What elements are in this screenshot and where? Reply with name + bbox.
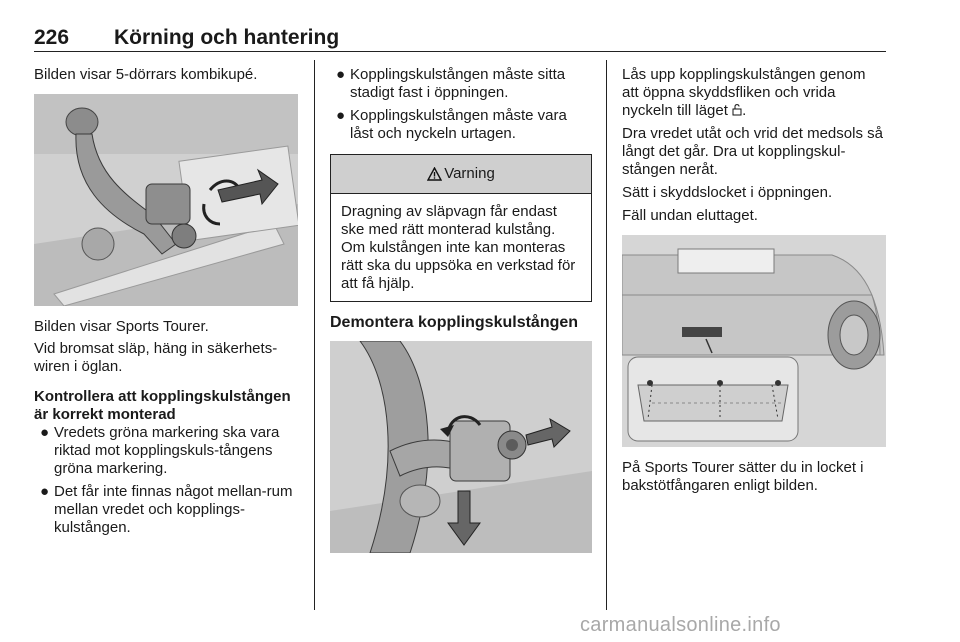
column-divider-1	[314, 60, 315, 610]
column-1	[34, 66, 302, 537]
towbar-illustration	[34, 94, 298, 306]
check-list	[34, 424, 302, 537]
list-item	[330, 107, 592, 143]
towbar-figure-5door	[34, 94, 298, 306]
page-number: 226	[34, 26, 70, 49]
socket-text: Fäll undan eluttaget.	[622, 207, 758, 224]
bullet-icon: ●	[336, 66, 346, 83]
list-item-text: Det får inte finnas något mellan-rum mellan vredet och kopplings-kulstången.	[54, 483, 293, 536]
bullet-icon: ●	[40, 424, 50, 441]
section-title: Demontera kopplingskulstången	[330, 314, 579, 331]
warning-header	[331, 155, 591, 194]
warning-triangle-icon	[427, 167, 442, 181]
header-rule	[34, 51, 886, 52]
warning-box	[330, 154, 592, 302]
list-item-text: Kopplingskulstången måste vara låst och nyckeln urtagen.	[350, 107, 567, 142]
safety-wire-text: Vid bromsat släp, häng in säkerhets-wiren i öglan.	[34, 340, 278, 375]
list-item-text: Kopplingskulstången måste sitta stadigt fast i öppningen.	[350, 66, 566, 101]
bullet-icon: ●	[336, 107, 346, 124]
bumper-cover-illustration	[622, 235, 886, 447]
list-item	[34, 424, 302, 478]
unlock-text-body: Lås upp kopplingskulstången genom att öppna skyddsfliken och vrida nyckeln till läget	[622, 66, 866, 119]
column-divider-2	[606, 60, 607, 610]
figure-caption-5door: Bilden visar 5-dörrars kombikupé.	[34, 66, 258, 83]
list-item	[34, 483, 302, 537]
towbar-removal-figure	[330, 341, 592, 553]
warning-title: Varning	[444, 165, 495, 182]
unlock-icon	[732, 103, 742, 116]
bumper-cover-figure	[622, 235, 886, 447]
list-item	[330, 66, 592, 102]
page-title: Körning och hantering	[114, 26, 340, 49]
sports-tourer-cover-text: På Sports Tourer sätter du in locket i bakstötfångaren enligt bilden.	[622, 459, 864, 494]
watermark: carmanualsonline.info	[580, 614, 781, 636]
warning-body: Dragning av släpvagn får endast ske med rätt monterad kulstång. Om kulstången inte kan monteras rätt ska du uppsöka en verkstad för att få hjälp.	[341, 203, 576, 292]
column-3	[622, 66, 886, 495]
list-item-text: Vredets gröna markering ska vara riktad mot kopplingskuls-tångens gröna markering.	[54, 424, 280, 477]
towbar-removal-illustration	[330, 341, 592, 553]
bullet-icon: ●	[40, 483, 50, 500]
page-header	[34, 26, 886, 50]
cover-text: Sätt i skyddslocket i öppningen.	[622, 184, 833, 201]
remove-text: Dra vredet utåt och vrid det medsols så långt det går. Dra ut kopplingskul-stången neråt.	[622, 125, 883, 178]
column-2	[330, 66, 592, 553]
check-heading: Kontrollera att kopplingskulstången är korrekt monterad	[34, 388, 291, 423]
unlock-text: Lås upp kopplingskulstången genom att öppna skyddsfliken och vrida nyckeln till läget .	[622, 66, 866, 119]
mount-check-list	[330, 66, 592, 143]
figure-caption-sports-tourer: Bilden visar Sports Tourer.	[34, 318, 209, 335]
